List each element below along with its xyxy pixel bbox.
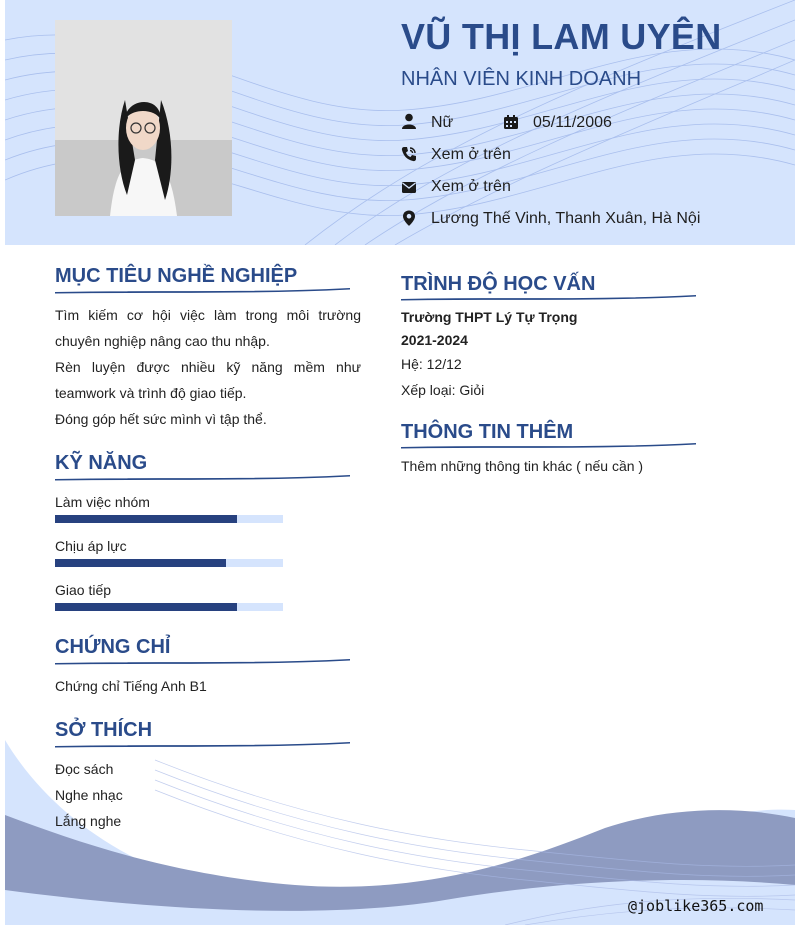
objective-text (55, 302, 361, 432)
skill-bar-fill (55, 515, 237, 523)
envelope-icon (401, 179, 417, 195)
extra-heading: THÔNG TIN THÊM (401, 421, 574, 443)
email-value: Xem ở trên (431, 178, 511, 195)
skill-label: Giao tiếp (55, 582, 112, 598)
objective-line: Đóng góp hết sức mình vì tập thể. (55, 411, 267, 427)
education-years: 2021-2024 (401, 332, 468, 348)
calendar-icon (503, 114, 519, 130)
profile-photo (55, 20, 232, 216)
certificate-item: Chứng chỉ Tiếng Anh B1 (55, 678, 207, 694)
objective-line: Tìm kiếm cơ hội việc làm trong môi trường chuyên nghiệp nâng cao thu nhập. (55, 307, 361, 349)
birthdate-value: 05/11/2006 (533, 114, 612, 131)
hobbies-heading: SỞ THÍCH (55, 719, 153, 741)
hobby-item: Đọc sách (55, 761, 114, 777)
hobby-item: Lắng nghe (55, 813, 122, 829)
education-system: Hệ: 12/12 (401, 356, 462, 372)
objective-line: Rèn luyện được nhiều kỹ năng mềm như teamwork và trình độ giao tiếp. (55, 359, 361, 401)
site-watermark: @joblike365.com (628, 897, 764, 915)
skill-bar-fill (55, 559, 226, 567)
hobbies-list (55, 756, 123, 834)
heading-underline (55, 740, 350, 750)
heading-underline (401, 293, 696, 303)
gender-value: Nữ (431, 114, 454, 131)
education-school: Trường THPT Lý Tự Trọng (401, 309, 578, 325)
skills-heading: KỸ NĂNG (55, 452, 148, 474)
hobby-item: Nghe nhạc (55, 787, 123, 803)
heading-underline (401, 441, 696, 451)
phone-value: Xem ở trên (431, 146, 511, 163)
cv-header (5, 0, 795, 245)
skill-bar-fill (55, 603, 237, 611)
map-pin-icon (401, 210, 417, 226)
job-title: NHÂN VIÊN KINH DOANH (401, 68, 642, 90)
extra-text: Thêm những thông tin khác ( nếu cần ) (401, 458, 644, 474)
user-icon (401, 113, 417, 129)
skill-label: Làm việc nhóm (55, 494, 150, 510)
heading-underline (55, 657, 350, 667)
cv-page (5, 0, 795, 925)
candidate-name: VŨ THỊ LAM UYÊN (401, 16, 722, 57)
certificates-heading: CHỨNG CHỈ (55, 636, 171, 658)
education-heading: TRÌNH ĐỘ HỌC VẤN (401, 273, 596, 295)
address-value: Lương Thế Vinh, Thanh Xuân, Hà Nội (431, 210, 701, 227)
heading-underline (55, 473, 350, 483)
heading-underline (55, 286, 350, 296)
objective-heading: MỤC TIÊU NGHỀ NGHIỆP (55, 265, 298, 287)
skill-bar (55, 515, 283, 523)
education-grade: Xếp loại: Giỏi (401, 382, 485, 398)
skill-bar (55, 559, 283, 567)
skill-bar (55, 603, 283, 611)
skill-label: Chịu áp lực (55, 538, 127, 554)
phone-icon (401, 146, 417, 162)
